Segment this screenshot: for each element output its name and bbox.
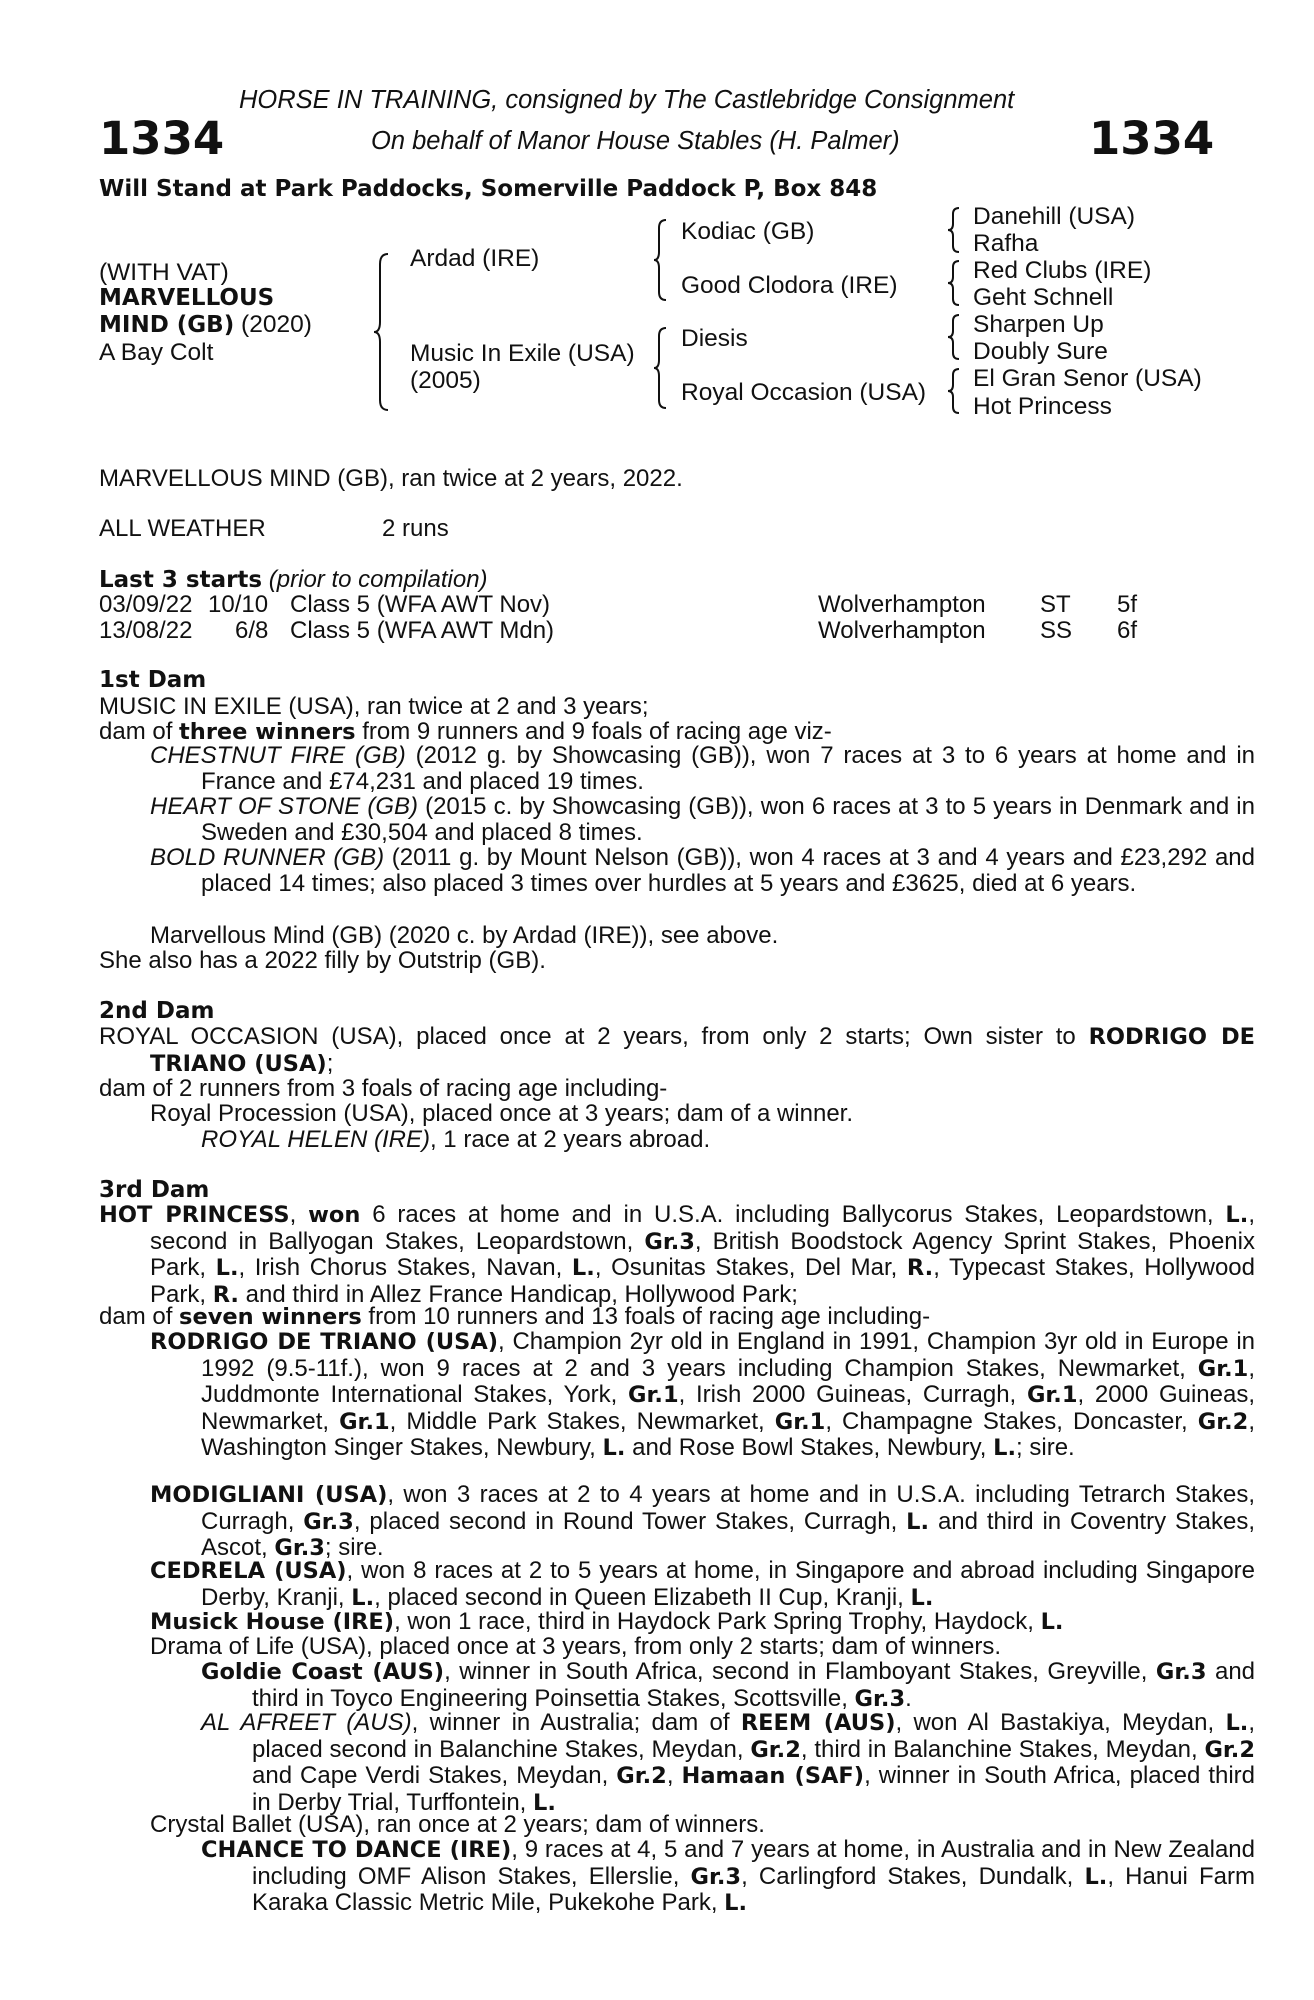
third-dam-hot-princess bbox=[99, 1202, 1255, 1308]
text-run: , placed second in Round Tower Stakes, Curragh, bbox=[353, 1507, 907, 1535]
bold-run: L. bbox=[1225, 1710, 1249, 1736]
first-dam-l2c: from 9 runners and 9 foals of racing age viz- bbox=[355, 718, 832, 745]
bold-run: won bbox=[308, 1202, 361, 1228]
bold-run: Gr.1 bbox=[774, 1408, 826, 1435]
horse-description: A Bay Colt bbox=[99, 339, 214, 366]
first-dam-title: 1st Dam bbox=[99, 667, 207, 693]
pedigree-brace-gg3 bbox=[946, 313, 962, 361]
bold-run: L. bbox=[1225, 1202, 1249, 1228]
bold-run: Gr.3 bbox=[303, 1508, 354, 1535]
bold-run: Gr.2 bbox=[1204, 1736, 1255, 1763]
start-course: Wolverhampton bbox=[818, 617, 986, 644]
first-dam-winners: three winners bbox=[179, 719, 356, 745]
start-date: 13/08/22 bbox=[99, 617, 193, 644]
lot-number-left: 1334 bbox=[99, 112, 225, 165]
third-dam-al-afreet bbox=[201, 1710, 1255, 1816]
start-row bbox=[0, 617, 1314, 643]
bold-run: L. bbox=[724, 1890, 748, 1916]
on-behalf-line: On behalf of Manor House Stables (H. Palmer) bbox=[371, 127, 900, 155]
bold-run: Gr.3 bbox=[274, 1535, 325, 1561]
text-run: , winner in South Africa, second in Flamboyant Stakes, Greyville, bbox=[444, 1658, 1156, 1685]
bold-run: R. bbox=[212, 1281, 239, 1308]
start-going: ST bbox=[1040, 591, 1071, 618]
all-weather-label: ALL WEATHER bbox=[99, 515, 266, 542]
text-run: and third in Toyco Engineering Poinsettia Stakes, Scottsville, bbox=[252, 1658, 1256, 1712]
bold-run: Gr.1 bbox=[628, 1382, 679, 1408]
sire: Ardad (IRE) bbox=[410, 245, 540, 272]
third-dam-chance-to-dance bbox=[201, 1837, 1255, 1917]
progeny-text: (2015 c. by Showcasing (GB)), won 6 races at 3 to 5 years in Denmark and in Sweden and £30,504 and placed 8 times. bbox=[201, 793, 1255, 846]
text-run: and third in Coventry Stakes, Ascot, bbox=[201, 1507, 1256, 1561]
bold-run: Musick House (IRE) bbox=[150, 1609, 395, 1635]
dam: Music In Exile (USA) bbox=[410, 340, 635, 367]
text-run: , Champagne Stakes, Doncaster, bbox=[825, 1407, 1198, 1435]
bold-run: CEDRELA (USA) bbox=[150, 1558, 347, 1584]
bold-run: L. bbox=[1040, 1609, 1064, 1635]
text-run: Crystal Ballet (USA), ran once at 2 years; dam of winners. bbox=[150, 1811, 765, 1838]
second-dam-title: 2nd Dam bbox=[99, 998, 215, 1024]
ggp-7: El Gran Senor (USA) bbox=[973, 365, 1202, 392]
bold-run: REEM (AUS) bbox=[740, 1710, 896, 1736]
bold-run: Gr.3 bbox=[690, 1863, 742, 1890]
start-going: SS bbox=[1040, 617, 1073, 644]
text-run: from 10 runners and 13 foals of racing age including- bbox=[361, 1303, 931, 1330]
stand-location: Will Stand at Park Paddocks, Somerville Paddock P, Box 848 bbox=[99, 176, 878, 202]
bold-run: HOT PRINCESS bbox=[99, 1202, 290, 1228]
second-dam-text: ROYAL OCCASION (USA), placed once at 2 years, from only 2 starts; Own sister to bbox=[99, 1023, 1089, 1050]
text-run: ; sire. bbox=[1016, 1434, 1075, 1461]
text-run: , Champion 2yr old in England in 1991, Champion 3yr old in Europe in 1992 (9.5-11f.), won 9 races at 2 and 3 years including Champion Stakes, Newmarket, bbox=[201, 1328, 1256, 1382]
text-run: , third in Balanchine Stakes, Meydan, bbox=[800, 1735, 1205, 1763]
text-run: , Washington Singer Stakes, Newbury, bbox=[201, 1407, 1255, 1461]
bold-run: Gr.1 bbox=[339, 1408, 390, 1435]
bold-run: L. bbox=[1084, 1863, 1108, 1890]
horse-name-line2-wrap bbox=[99, 311, 312, 339]
progeny-marvellous-mind: Marvellous Mind (GB) (2020 c. by Ardad (IRE)), see above. bbox=[150, 922, 779, 949]
bold-run: L. bbox=[571, 1255, 595, 1281]
third-dam-drama-of-life bbox=[150, 1634, 1204, 1660]
bold-run: L. bbox=[910, 1584, 934, 1611]
dam-year: (2005) bbox=[410, 367, 481, 394]
text-run: . bbox=[905, 1684, 912, 1712]
pedigree-brace-gg2 bbox=[946, 259, 962, 307]
ggp-2: Rafha bbox=[973, 230, 1039, 257]
second-dam-line2: dam of 2 runners from 3 foals of racing age including- bbox=[99, 1075, 668, 1102]
pedigree-brace-dam bbox=[652, 326, 670, 410]
start-distance: 6f bbox=[1117, 617, 1138, 644]
bold-run: Gr.1 bbox=[1026, 1382, 1078, 1408]
text-run: dam of bbox=[99, 1303, 180, 1330]
start-row bbox=[0, 591, 1314, 617]
ggp-6: Doubly Sure bbox=[973, 338, 1108, 365]
bold-run: L. bbox=[215, 1255, 239, 1281]
bold-run: RODRIGO DE TRIANO (USA) bbox=[150, 1329, 499, 1355]
start-position: 10/10 bbox=[208, 591, 269, 618]
own-sister-name: RODRIGO DE TRIANO (USA) bbox=[150, 1024, 1255, 1077]
text-run: , bbox=[666, 1762, 682, 1789]
start-course: Wolverhampton bbox=[818, 591, 986, 618]
bold-run: Hamaan (SAF) bbox=[681, 1763, 865, 1789]
bold-run: L. bbox=[351, 1584, 375, 1611]
ggp-1: Danehill (USA) bbox=[973, 203, 1136, 230]
bold-run: Gr.2 bbox=[616, 1763, 667, 1789]
text-run: , bbox=[289, 1201, 309, 1228]
horse-year: (2020) bbox=[234, 311, 312, 338]
pedigree-brace-sire bbox=[652, 218, 670, 302]
dam-sire: Diesis bbox=[681, 325, 748, 352]
text-run: , Middle Park Stakes, Newmarket, bbox=[389, 1407, 775, 1435]
text-run: , Carlingford Stakes, Dundalk, bbox=[741, 1862, 1085, 1890]
text-run: , Typecast Stakes, Hollywood Park, bbox=[150, 1254, 1256, 1308]
second-dam-royal-procession: Royal Procession (USA), placed once at 3 years; dam of a winner. bbox=[150, 1100, 854, 1127]
text-run: 6 races at home and in U.S.A. including Ballycorus Stakes, Leopardstown, bbox=[360, 1201, 1226, 1228]
dam-dam: Royal Occasion (USA) bbox=[681, 379, 927, 406]
royal-helen-text: , 1 race at 2 years abroad. bbox=[429, 1126, 711, 1153]
third-dam-modigliani bbox=[150, 1482, 1255, 1562]
third-dam-crystal-ballet bbox=[150, 1812, 1204, 1838]
bold-run: CHANCE TO DANCE (IRE) bbox=[201, 1837, 512, 1863]
bold-run: L. bbox=[533, 1789, 556, 1816]
text-run: , placed second in Queen Elizabeth II Cup, Kranji, bbox=[374, 1583, 911, 1611]
horse-name-line2: MIND (GB) bbox=[99, 312, 235, 338]
text-run: and Rose Bowl Stakes, Newbury, bbox=[625, 1434, 994, 1461]
race-summary: MARVELLOUS MIND (GB), ran twice at 2 years, 2022. bbox=[99, 465, 683, 492]
second-dam-royal-helen bbox=[201, 1126, 710, 1154]
pedigree-brace-main bbox=[372, 252, 392, 412]
text-run: , won 3 races at 2 to 4 years at home and in U.S.A. including Tetrarch Stakes, Curragh, bbox=[201, 1481, 1255, 1535]
ggp-4: Geht Schnell bbox=[973, 284, 1114, 311]
progeny-text: (2011 g. by Mount Nelson (GB)), won 4 races at 3 and 4 years and £23,292 and placed 14 times; also placed 3 times over hurdles at 5 years and £3625, died at 6 years. bbox=[201, 844, 1255, 897]
all-weather-value: 2 runs bbox=[382, 515, 449, 542]
progeny-name: BOLD RUNNER (GB) bbox=[150, 844, 385, 871]
text-run: , Osunitas Stakes, Del Mar, bbox=[594, 1254, 907, 1281]
text-run: , 2000 Guineas, Newmarket, bbox=[201, 1381, 1256, 1435]
text-run: , winner in Australia; dam of bbox=[411, 1709, 741, 1736]
bold-run: L. bbox=[602, 1435, 626, 1461]
text-run: , Irish Chorus Stakes, Navan, bbox=[238, 1254, 572, 1281]
bold-run: MODIGLIANI (USA) bbox=[150, 1482, 388, 1508]
text-run: , second in Ballyogan Stakes, Leopardstown, bbox=[150, 1201, 1255, 1255]
third-dam-goldie-coast bbox=[201, 1659, 1255, 1712]
bold-run: Gr.3 bbox=[644, 1228, 695, 1255]
horse-name-line1: MARVELLOUS bbox=[99, 285, 275, 311]
text-run: , won Al Bastakiya, Meydan, bbox=[895, 1709, 1226, 1736]
consignment-line: HORSE IN TRAINING, consigned by The Castlebridge Consignment bbox=[239, 86, 1015, 114]
text-run: , won 8 races at 2 to 5 years at home, in Singapore and abroad including Singapore Derby, Kranji, bbox=[201, 1557, 1256, 1611]
text-run: and third in Allez France Handicap, Hollywood Park; bbox=[238, 1280, 798, 1308]
pedigree-brace-gg4 bbox=[946, 367, 962, 415]
bold-run: Goldie Coast (AUS) bbox=[201, 1659, 445, 1685]
third-dam-rodrigo bbox=[150, 1329, 1255, 1462]
bold-run: Gr.3 bbox=[854, 1685, 906, 1712]
second-dam-semicolon: ; bbox=[326, 1049, 334, 1077]
third-dam-dam-of bbox=[99, 1304, 1204, 1331]
text-run: , Juddmonte International Stakes, York, bbox=[201, 1354, 1255, 1408]
progeny-bold-runner bbox=[150, 845, 1255, 896]
progeny-text: (2012 g. by Showcasing (GB)), won 7 races at 3 to 6 years at home and in France and £74,231 and placed 19 times. bbox=[201, 742, 1256, 795]
ggp-3: Red Clubs (IRE) bbox=[973, 257, 1152, 284]
text-run: , British Boodstock Agency Sprint Stakes, Phoenix Park, bbox=[150, 1227, 1255, 1281]
italic-run: AL AFREET (AUS) bbox=[201, 1709, 412, 1736]
first-dam-note: She also has a 2022 filly by Outstrip (GB). bbox=[99, 947, 546, 974]
third-dam-musick-house bbox=[150, 1609, 1204, 1636]
royal-helen-name: ROYAL HELEN (IRE) bbox=[201, 1126, 430, 1153]
sire-sire: Kodiac (GB) bbox=[681, 218, 815, 245]
pedigree-brace-gg1 bbox=[946, 206, 962, 254]
text-run: , won 1 race, third in Haydock Park Spring Trophy, Haydock, bbox=[394, 1608, 1041, 1635]
start-distance: 5f bbox=[1117, 591, 1138, 618]
text-run: , winner in South Africa, placed third in Derby Trial, Turffontein, bbox=[252, 1762, 1256, 1816]
bold-run: Gr.1 bbox=[1197, 1355, 1249, 1382]
third-dam-title: 3rd Dam bbox=[99, 1177, 210, 1203]
bold-run: seven winners bbox=[179, 1304, 362, 1330]
progeny-name: CHESTNUT FIRE (GB) bbox=[150, 742, 406, 769]
bold-run: Gr.3 bbox=[1155, 1659, 1207, 1685]
text-run: and Cape Verdi Stakes, Meydan, bbox=[252, 1762, 617, 1789]
ggp-5: Sharpen Up bbox=[973, 311, 1104, 338]
first-dam-l2a: dam of bbox=[99, 718, 180, 745]
vat-label: (WITH VAT) bbox=[99, 259, 229, 286]
first-dam-line1: MUSIC IN EXILE (USA), ran twice at 2 and 3 years; bbox=[99, 693, 649, 720]
lot-number-right: 1334 bbox=[1089, 112, 1215, 165]
start-date: 03/09/22 bbox=[99, 591, 193, 618]
text-run: , Irish 2000 Guineas, Curragh, bbox=[678, 1381, 1027, 1408]
progeny-heart-of-stone bbox=[150, 794, 1255, 845]
last-starts-heading bbox=[99, 566, 488, 594]
start-race: Class 5 (WFA AWT Nov) bbox=[290, 591, 551, 618]
text-run: , placed second in Balanchine Stakes, Meydan, bbox=[252, 1709, 1255, 1763]
bold-run: Gr.2 bbox=[1197, 1408, 1249, 1435]
ggp-8: Hot Princess bbox=[973, 393, 1112, 420]
start-race: Class 5 (WFA AWT Mdn) bbox=[290, 617, 555, 644]
second-dam-line1 bbox=[99, 1024, 1255, 1077]
start-position: 6/8 bbox=[235, 617, 269, 644]
text-run: , Hanui Farm Karaka Classic Metric Mile, Pukekohe Park, bbox=[252, 1862, 1256, 1916]
text-run: ; sire. bbox=[324, 1534, 384, 1561]
progeny-name: HEART OF STONE (GB) bbox=[150, 793, 418, 820]
bold-run: L. bbox=[906, 1508, 930, 1535]
bold-run: Gr.2 bbox=[750, 1736, 801, 1763]
third-dam-cedrela bbox=[150, 1558, 1255, 1611]
last-starts-title: Last 3 starts bbox=[99, 567, 263, 593]
sire-dam: Good Clodora (IRE) bbox=[681, 272, 898, 299]
bold-run: L. bbox=[993, 1435, 1017, 1461]
text-run: Drama of Life (USA), placed once at 3 years, from only 2 starts; dam of winners. bbox=[150, 1633, 1002, 1660]
text-run: , 9 races at 4, 5 and 7 years at home, in Australia and in New Zealand including OMF Alison Stakes, Ellerslie, bbox=[252, 1836, 1256, 1890]
last-starts-note: (prior to compilation) bbox=[268, 566, 488, 593]
bold-run: R. bbox=[906, 1255, 934, 1281]
progeny-chestnut-fire bbox=[150, 743, 1255, 794]
